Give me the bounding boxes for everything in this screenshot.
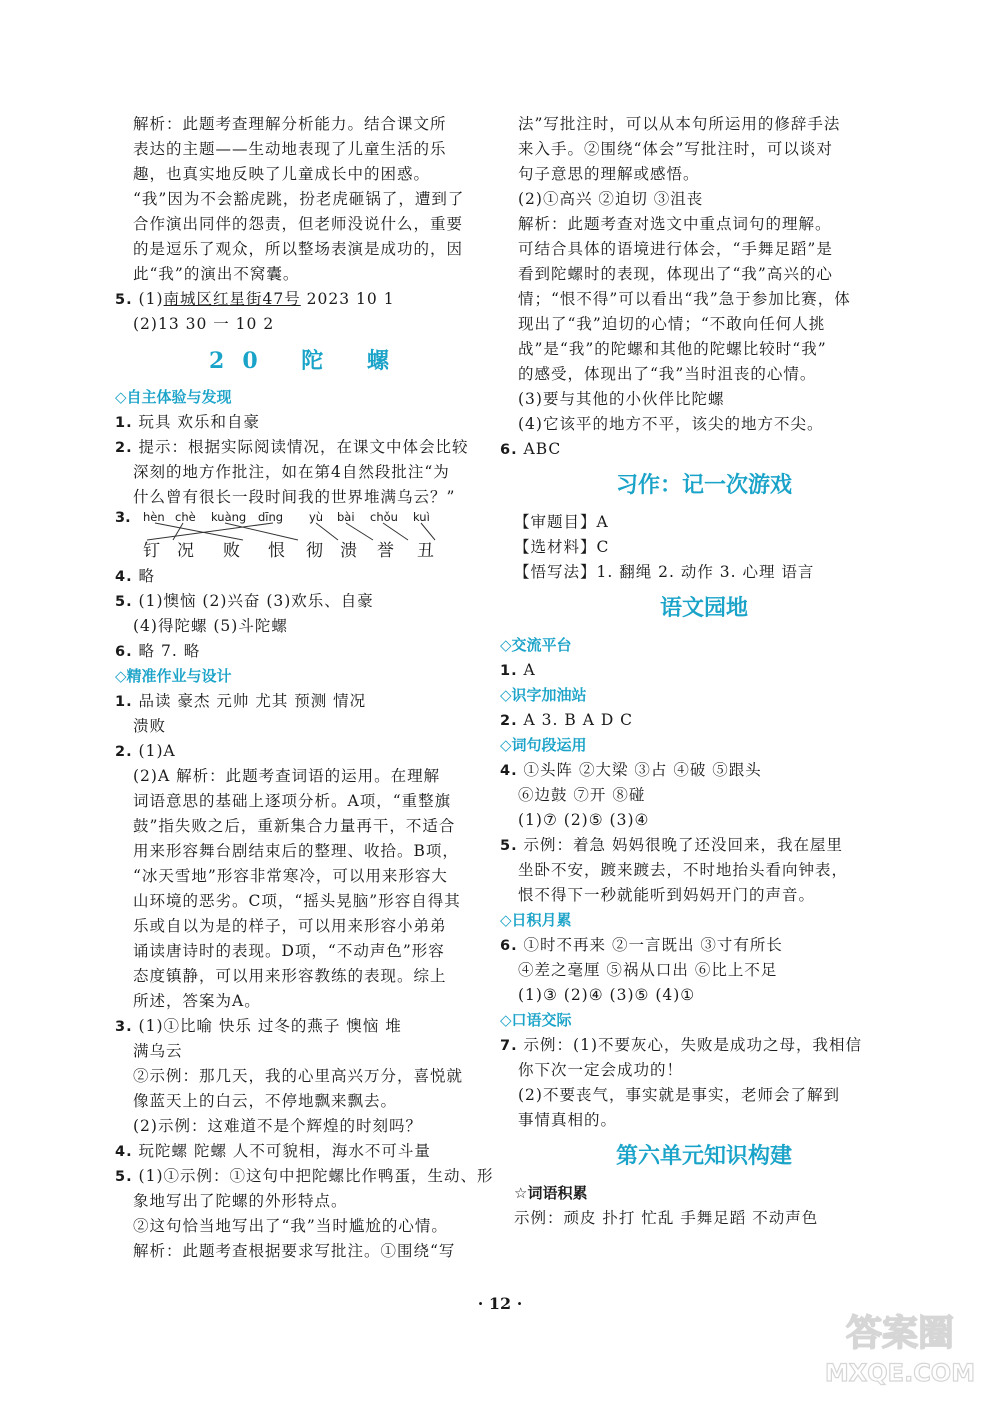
analysis-line: 此“我”的演出不窝囊。 [133, 265, 300, 283]
answer-text: 事情真相的。 [518, 1111, 618, 1129]
answer-text: 鼓”指失败之后，重新集合力量再干，不适合 [133, 817, 456, 835]
vocabulary-line: 示例：顽皮 扑打 忙乱 手舞足蹈 不动声色 [514, 1209, 819, 1227]
answer-text: 战”是“我”的陀螺和其他的陀螺比较时“我” [518, 340, 827, 358]
section-2-line [133, 789, 483, 814]
words-line [518, 783, 890, 808]
answer-text: 略 [138, 567, 156, 585]
pinyin-3: kuàng [211, 510, 247, 524]
watermark-logo [820, 1293, 980, 1393]
answer-text: 词语意思的基础上逐项分析。A项，“重整旗 [133, 792, 452, 810]
answer-text: 你下次一定会成功的！ [518, 1061, 684, 1079]
answer-text: 坐卧不安，踱来踱去，不时地抬头看向钟表， [518, 861, 849, 879]
section-2-line [133, 864, 483, 889]
answer-text: (1)A [138, 742, 176, 760]
oral-line [518, 1083, 890, 1108]
answer-text: 解析：此题考查对选文中重点词句的理解。 [518, 215, 832, 233]
question-number: 2. [115, 744, 133, 760]
hanzi-6: 溃 [340, 541, 357, 561]
section-1-line [115, 639, 483, 664]
question-number: 7. [500, 1038, 518, 1054]
answer-text: (2)不要丧气，事实就是事实，老师会了解到 [518, 1086, 840, 1104]
section-1-line [133, 460, 483, 485]
daily-line [518, 983, 890, 1008]
writing-line: 【悟写法】1. 翻绳 2. 动作 3. 心理 语言 [514, 563, 815, 581]
answer-text: (1)懊恼 (2)兴奋 (3)欢乐、自豪 [138, 592, 374, 610]
section-1-line [115, 564, 483, 589]
answer-text: (1)③ (2)④ (3)⑤ (4)① [518, 986, 696, 1004]
continued-line [518, 187, 890, 212]
answer-text: (1)①示例：①这句中把陀螺比作鸭蛋，生动、形 [138, 1167, 494, 1185]
section-2-line [133, 964, 483, 989]
answer-text: 法”写批注时，可以从本句所运用的修辞手法 [518, 115, 841, 133]
answer-text: 态度镇静，可以用来形容教练的表现。综上 [133, 967, 447, 985]
answer-text: 略 7. 略 [138, 642, 201, 660]
section-heading-exchange: ◇交流平台 [500, 636, 572, 654]
analysis-line: 表达的主题——生动地表现了儿童生活的乐 [133, 140, 447, 158]
question-number: 6. [500, 442, 518, 458]
section-1-line [133, 614, 483, 639]
answer-text: 深刻的地方作批注，如在第4自然段批注“为 [133, 463, 450, 481]
question-5-line1: 5. (1)南城区红星街47号 2023 10 1 [115, 290, 395, 308]
answer-text: 乐或自以为是的样子，可以用来形容小弟弟 [133, 917, 447, 935]
section-heading-oral: ◇口语交际 [500, 1011, 572, 1029]
section-2-line [115, 739, 483, 764]
answer-text: (3)要与其他的小伙伴比陀螺 [518, 390, 725, 408]
oral-line [500, 1033, 890, 1058]
question-number: 4. [115, 1144, 133, 1160]
hanzi-3: 败 [223, 541, 240, 561]
hanzi-1: 钉 [143, 541, 160, 561]
exchange-line [500, 658, 890, 683]
section-2-line [115, 1164, 494, 1189]
question-number: 4. [500, 763, 518, 779]
hanzi-5: 彻 [306, 541, 323, 561]
answer-text: ④差之毫厘 ⑤祸从口出 ⑥比上不足 [518, 961, 778, 979]
section-2-line [115, 689, 483, 714]
daily-line [500, 933, 890, 958]
literacy-answers [500, 708, 890, 733]
answer-text: (4)得陀螺 (5)斗陀螺 [133, 617, 288, 635]
words-line [500, 758, 890, 783]
svg-text:MXQE.COM: MXQE.COM [824, 1359, 976, 1387]
analysis-line: 的是逗乐了观众，所以整场表演是成功的，因 [133, 240, 464, 258]
section-heading-literacy: ◇识字加油站 [500, 686, 587, 704]
section-2-line [133, 1039, 483, 1064]
vocabulary-subheading: ☆词语积累 [514, 1184, 588, 1202]
answer-text: 满乌云 [133, 1042, 183, 1060]
answer-text: ABC [523, 440, 562, 458]
exchange-answers [500, 658, 890, 683]
answer-text: 示例：着急 妈妈很晚了还没回来，我在屋里 [523, 836, 843, 854]
continued-line [518, 137, 890, 162]
answer-text: 来入手。②围绕“体会”写批注时，可以谈对 [518, 140, 833, 158]
answer-text: ⑥边鼓 ⑦开 ⑧碰 [518, 786, 646, 804]
answer-text: 提示：根据实际阅读情况，在课文中体会比较 [138, 438, 469, 456]
answer-text: 玩陀螺 陀螺 人不可貌相，海水不可斗量 [138, 1142, 431, 1160]
pinyin-4: dīng [258, 510, 284, 524]
analysis-line: “我”因为不会豁虎跳，扮老虎砸锅了，遭到了 [133, 190, 465, 208]
answer-text: 示例：(1)不要灰心，失败是成功之母，我相信 [523, 1036, 863, 1054]
garden-title: 语文园地 [659, 596, 748, 621]
answer-text: 山环境的恶劣。C项，“摇头晃脑”形容自得其 [133, 892, 461, 910]
section-2-line [133, 1239, 483, 1264]
section-2-line [115, 1139, 483, 1164]
answer-text: 看到陀螺时的表现，体现出了“我”高兴的心 [518, 265, 833, 283]
section-1-answers [115, 410, 483, 510]
question-5-line2: (2)13 30 一 10 2 [133, 315, 275, 333]
pinyin-2: chè [175, 510, 196, 524]
question-number: 5. [115, 1169, 133, 1185]
section-2-answers [115, 689, 494, 1264]
words-line [518, 858, 890, 883]
section-heading-daily: ◇日积月累 [500, 911, 572, 929]
writing-answers [514, 510, 890, 585]
section-2-line [133, 914, 483, 939]
daily-line [518, 958, 890, 983]
oral-answers [500, 1033, 890, 1133]
question-number: 3. [115, 510, 131, 526]
continued-line [518, 312, 890, 337]
answer-text: ①头阵 ②大梁 ③占 ④破 ⑤跟头 [523, 761, 762, 779]
pinyin-matching [115, 510, 483, 564]
words-answers [500, 758, 890, 908]
lesson-title: 20 陀 螺 [209, 348, 407, 374]
continued-line [518, 337, 890, 362]
answer-text: 句子意思的理解或感悟。 [518, 165, 700, 183]
continued-line [518, 112, 890, 137]
section-2-line [133, 889, 483, 914]
right-column [500, 112, 890, 1231]
section-1-answers-continued [115, 564, 483, 664]
oral-line [518, 1108, 890, 1133]
section-2-line [133, 1064, 483, 1089]
section-2-line [133, 714, 483, 739]
answer-text: 诵读唐诗时的表现。D项，“不动声色”形容 [133, 942, 445, 960]
question-number: 5. [115, 594, 133, 610]
question-number: 1. [115, 415, 133, 431]
answer-text: (2)示例：这难道不是个辉煌的时刻吗？ [133, 1117, 422, 1135]
answer-text: 情；“恨不得”可以看出“我”急于参加比赛，体 [518, 290, 851, 308]
answer-text: 溃败 [133, 717, 167, 735]
writing-title: 习作：记一次游戏 [615, 473, 792, 498]
section-2-line [133, 1089, 483, 1114]
oral-line [518, 1058, 890, 1083]
answer-text: 可结合具体的语境进行体会，“手舞足蹈”是 [518, 240, 833, 258]
analysis-paragraph [133, 112, 483, 287]
daily-answers [500, 933, 890, 1008]
continued-line [518, 162, 890, 187]
answer-text: ②这句恰当地写出了“我”当时尴尬的心情。 [133, 1217, 448, 1235]
question-number: 2. [115, 440, 133, 456]
pinyin-1: hèn [143, 510, 165, 524]
continued-line [518, 262, 890, 287]
section-2-line [133, 814, 483, 839]
section-2-line [115, 1014, 483, 1039]
writing-line: 【审题目】A [514, 513, 609, 531]
question-number: 2. [500, 713, 518, 729]
continued-line [518, 362, 890, 387]
section-2-line [133, 939, 483, 964]
section-heading-2: ◇精准作业与设计 [115, 667, 232, 685]
pinyin-7: chǒu [370, 510, 398, 524]
words-line [518, 883, 890, 908]
words-line [518, 808, 890, 833]
analysis-line: 合作演出同伴的怨责，但老师没说什么，重要 [133, 215, 464, 233]
question-number: 5. [500, 838, 518, 854]
answer-text: (2)①高兴 ②迫切 ③沮丧 [518, 190, 704, 208]
left-column [115, 112, 494, 1264]
question-number: 6. [115, 644, 133, 660]
unit-title: 第六单元知识构建 [615, 1144, 792, 1169]
answer-text: (1)⑦ (2)⑤ (3)④ [518, 811, 650, 829]
continued-line [518, 237, 890, 262]
section-heading-1: ◇自主体验与发现 [115, 388, 232, 406]
answer-text: A [523, 661, 536, 679]
hanzi-2: 况 [177, 541, 194, 561]
answer-text: A 3. B A D C [523, 711, 634, 729]
answer-text: ②示例：那几天，我的心里高兴万分，喜悦就 [133, 1067, 464, 1085]
section-1-line [115, 589, 483, 614]
answer-text: “冰天雪地”形容非常寒冷，可以用来形容大 [133, 867, 448, 885]
section-2-line [133, 1214, 483, 1239]
section-2-line [133, 1189, 483, 1214]
section-2-line [133, 839, 483, 864]
hanzi-4: 恨 [268, 541, 285, 561]
answer-text: 象地写出了陀螺的外形特点。 [133, 1192, 348, 1210]
words-line [500, 833, 890, 858]
continued-line [518, 287, 890, 312]
answer-text: 解析：此题考查根据要求写批注。①围绕“写 [133, 1242, 456, 1260]
section-2-line [133, 989, 483, 1014]
literacy-line [500, 708, 890, 733]
answer-text: 的感受，体现出了“我”当时沮丧的心情。 [518, 365, 817, 383]
pinyin-6: bài [337, 510, 355, 524]
question-number: 1. [115, 694, 133, 710]
answer-text: 现出了“我”迫切的心情；“不敢向任何人挑 [518, 315, 826, 333]
answer-text: 玩具 欢乐和自豪 [138, 413, 260, 431]
hanzi-8: 丑 [417, 541, 434, 561]
answer-text: (4)它该平的地方不平，该尖的地方不尖。 [518, 415, 824, 433]
section-2-line [133, 764, 483, 789]
answer-text: ①时不再来 ②一言既出 ③寸有所长 [523, 936, 783, 954]
svg-text:答案圈: 答案圈 [845, 1313, 955, 1354]
answer-text: 什么曾有很长一段时间我的世界堆满乌云？” [133, 488, 456, 506]
section-heading-words: ◇词句段运用 [500, 736, 587, 754]
section-1-line [133, 485, 483, 510]
question-number: 1. [500, 663, 518, 679]
writing-line: 【选材料】C [514, 538, 610, 556]
continued-line [500, 437, 890, 462]
question-number: 6. [500, 938, 518, 954]
pinyin-5: yù [309, 510, 324, 524]
analysis-line: 解析：此题考查理解分析能力。结合课文所 [133, 115, 447, 133]
question-number: 3. [115, 1019, 133, 1035]
question-number: 4. [115, 569, 133, 585]
section-1-line [115, 435, 483, 460]
address-underlined: 南城区红星街47号 [163, 290, 301, 308]
continued-line [518, 412, 890, 437]
continued-answers [500, 112, 890, 462]
section-2-line [133, 1114, 483, 1139]
answer-text: (1)①比喻 快乐 过冬的燕子 懊恼 堆 [138, 1017, 402, 1035]
hanzi-7: 誉 [377, 541, 394, 561]
continued-line [518, 212, 890, 237]
answer-text: 恨不得下一秒就能听到妈妈开门的声音。 [518, 886, 816, 904]
section-1-line [115, 410, 483, 435]
pinyin-8: kuì [413, 510, 430, 524]
continued-line [518, 387, 890, 412]
answer-text: 像蓝天上的白云，不停地飘来飘去。 [133, 1092, 398, 1110]
answer-text: 所述，答案为A。 [133, 992, 261, 1010]
page-number: · 12 · [477, 1294, 523, 1313]
answer-text: 品读 豪杰 元帅 尤其 预测 情况 [138, 692, 367, 710]
answer-text: 用来形容舞台剧结束后的整理、收拾。B项， [133, 842, 459, 860]
analysis-line: 趣，也真实地反映了儿童成长中的困惑。 [133, 165, 431, 183]
answer-text: (2)A 解析：此题考查词语的运用。在理解 [133, 767, 441, 785]
